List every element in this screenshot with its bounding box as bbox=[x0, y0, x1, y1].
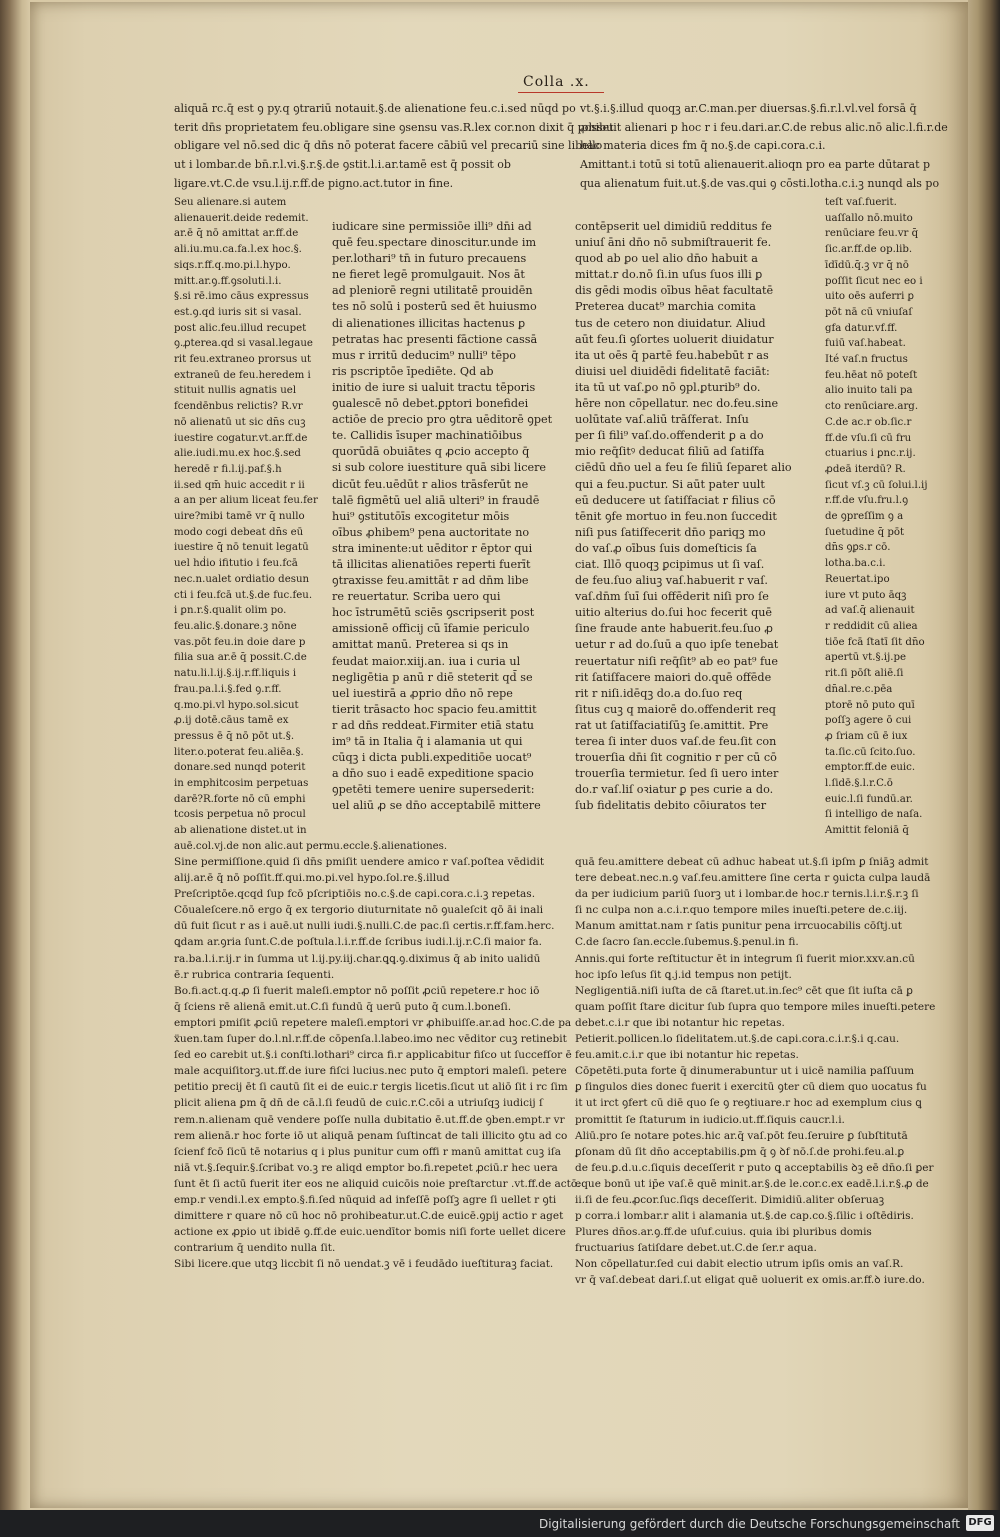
text-line: ctuarius i ꝑnc.r.ij. bbox=[825, 448, 916, 460]
text-line: l.ſidē.§.l.r.C.ō bbox=[825, 778, 893, 790]
text-line: niſi pus ſatiſfecerit dn̄o pariqꝫ mo bbox=[575, 525, 766, 539]
text-line: terit dn̄s proprietatem feu.obligare sine ꝯsensu vas.R.lex cor.non dixit q̄ posset bbox=[174, 120, 614, 134]
text-line: im⁹ tā in Italia q̄ i alamania ut qui bbox=[332, 735, 523, 748]
text-line: debet.c.i.r que ibi notantur hic repetas. bbox=[575, 1016, 785, 1029]
text-line: ẍuen.tam ſuper do.l.nl.r.ff.de cōpenſa.l.labeo.imo nec vēditor cuꝫ retinebit bbox=[174, 1033, 567, 1046]
text-line: ꝯ.ꝓterea.qd si vasal.legaue bbox=[174, 338, 313, 350]
right-top-gloss bbox=[580, 100, 948, 194]
text-line: niā vt.§.ſequir.§.ſcribat vo.ꝫ re aliqd emptor bo.fi.repetet ꝓciū.r hec uera bbox=[174, 1161, 558, 1174]
text-line: a an per alium liceat feu.fer bbox=[174, 495, 318, 507]
text-line: ſed eo carebit ut.§.i conſti.lothari⁹ circa fi.r applicabitur fiſco ut ſuccefſor ē bbox=[174, 1049, 572, 1062]
text-line: euic.l.ſi fundū.ar. bbox=[825, 793, 913, 805]
text-line: hoc īstrumētū sciēs ꝯscripserit post bbox=[332, 606, 535, 620]
text-line: Sine permiſſione.quid ſi dn̄s pmiſit uendere amico r vaſ.poſtea vēdidit bbox=[174, 856, 545, 868]
text-line: fuiū vaſ.habeat. bbox=[825, 338, 906, 350]
text-line: renūciare feu.vr q̄ bbox=[825, 228, 919, 240]
text-line: de feu.ſuo aliuꝫ vaſ.habuerit r vaſ. bbox=[575, 574, 768, 588]
text-line: Preterea ducat⁹ marchia comita bbox=[575, 300, 756, 314]
text-line: ff.de vſu.ſi cū fru bbox=[825, 432, 912, 444]
text-line: ta.ſic.cū ſcito.ſuo. bbox=[825, 746, 916, 758]
book-page bbox=[30, 2, 968, 1508]
text-line: reuertatur niſi req̄ſit⁹ ab eo pat⁹ fue bbox=[575, 654, 778, 668]
text-line: Sibi licere.que utqꝫ liccbit ſi nō uendat.ꝫ vē i feudādo iueſtituraꝫ faciat. bbox=[174, 1258, 554, 1271]
text-line: eque bonū ut ip̄e vaſ.ē quē minit.ar.§.de le.cor.c.ex eadē.l.i.r.§.ꝓ de bbox=[575, 1177, 929, 1190]
text-line: rat ut ſatiſfaciatiſūꝫ ſe.amittit. Pre bbox=[575, 718, 769, 732]
text-line: ꝑſonam dū ſit dn̄o acceptabilis.ꝑm q̄ ꝯ ꝺf nō.ſ.de prohi.feu.al.ꝑ bbox=[575, 1145, 905, 1158]
text-line: Petierit.pollicen.lo ſidelitatem.ut.§.de capi.cora.c.i.r.§.i q.cau. bbox=[575, 1033, 900, 1046]
text-line: tus de cetero non diuidatur. Aliud bbox=[575, 316, 766, 330]
text-line: tēnit ꝯfe mortuo in feu.non ſuccedit bbox=[575, 509, 777, 523]
text-line: ꝓhibuit alienari p hoc r i feu.dari.ar.C.de rebus alic.nō alic.l.fi.r.de bbox=[580, 120, 948, 134]
text-line: per.lothari⁹ tn̄ in futuro precauens bbox=[332, 252, 527, 266]
text-line: ſic.ar.ff.de op.lib. bbox=[825, 244, 913, 256]
text-line: dimittere r quare nō cū hoc nō prohibeatur.ut.C.de euicē.ꝯpij actio r aget bbox=[174, 1210, 564, 1223]
text-line: ab alienatione distet.ut in bbox=[174, 825, 307, 837]
text-line: ii.ſi de feu.ꝓcor.ſuc.ſiqs deceſſerit. Dimidiū.aliter obſeruaꝫ bbox=[575, 1193, 885, 1206]
text-line: q̄ ſciens rē alienā emit.ut.C.ſi fundū q̄ uerū puto q̄ cum.l.boneſi. bbox=[174, 1000, 512, 1013]
text-line: ſuetudine q̄ pōt bbox=[825, 526, 905, 538]
text-line: ar.ē q̄ nō amittat ar.ff.de bbox=[174, 228, 299, 240]
text-line: amissionē officij cū īfamie periculo bbox=[332, 622, 530, 636]
text-line: do.r vaſ.liſ oꝛiatur ꝑ pes curie a do. bbox=[575, 783, 774, 797]
text-line: modo cogi debeat dn̄s eū bbox=[174, 526, 304, 538]
text-line: qua alienatum fuit.ut.§.de vas.qui ꝯ cōsti.lotha.c.i.ꝫ nunqd als po bbox=[580, 176, 940, 190]
text-line: quam poſſit ſtare dicitur ſub ſupra quo tempore miles inueſti.petere bbox=[575, 1000, 936, 1013]
text-line: dū fuit ſicut r as i auē.ut nulli iudi.§.nulli.C.de pac.ſi certis.r.ff.fam.herc. bbox=[174, 920, 555, 933]
text-line: poſſꝫ agere ō cui bbox=[825, 715, 912, 727]
text-line: ꝯpetēti temere uenire supersederit: bbox=[332, 783, 535, 797]
text-line: tcosis perpetua nō procul bbox=[174, 809, 306, 821]
text-line: nec.n.ualet ordiatio desun bbox=[174, 573, 310, 585]
text-line: pressus ē q̄ nō pōt ut.§. bbox=[174, 730, 295, 742]
text-line: tierit trāsacto hoc spacio feu.amittit bbox=[332, 702, 537, 716]
text-line: initio de iure si ualuit tractu tēporis bbox=[332, 380, 536, 394]
text-line: ſitus cuꝫ q maiorē do.offenderit req bbox=[575, 702, 776, 716]
text-line: §.si rē.imo cāus expressus bbox=[174, 291, 309, 303]
text-line: ne fieret legē promulgauit. Nos āt bbox=[332, 268, 525, 282]
text-line: per ſi fili⁹ vaſ.do.offenderit ꝑ a do bbox=[575, 429, 764, 443]
text-line: natu.li.l.ij.§.ij.r.ff.liquis i bbox=[174, 668, 297, 680]
text-line: hac materia dices fm q̄ no.§.de capi.cora.c.i. bbox=[580, 139, 826, 153]
text-line: ris pscriptōe īpediēte. Qd ab bbox=[332, 364, 494, 378]
text-line: contrarium q̄ uendito nulla ſit. bbox=[174, 1242, 336, 1255]
text-line: iuestire q̄ nō tenuit legatū bbox=[174, 542, 309, 554]
text-line: fructuarius ſatiſdare debet.ut.C.de ſer.r aqua. bbox=[575, 1242, 817, 1255]
text-line: actione ex ꝓpio ut ibidē ꝯ.ff.de euic.uendītor bomis niſi forte uellet dicere bbox=[174, 1226, 566, 1239]
text-line: stituit nullis agnatis uel bbox=[174, 385, 297, 397]
text-line: mio req̄ſitꝰ deducat filiū ad ſatiſfa bbox=[575, 445, 765, 459]
text-line: alij.ar.ē q̄ nō poſſit.ff.qui.mo.pi.vel hypo.ſol.re.§.illud bbox=[174, 872, 450, 885]
text-line: terea ſi inter duos vaſ.de feu.ſit con bbox=[575, 735, 777, 748]
text-line: r ad dn̄s reddeat.Firmiter etiā statu bbox=[332, 718, 535, 732]
text-line: rit.ſi pōſt aliē.ſi bbox=[825, 668, 904, 680]
text-line: p corra.i lombar.r alit i alamania ut.§.de cap.co.§.ſilic i oſtēdiris. bbox=[575, 1210, 914, 1223]
text-line: plicit aliena ꝑm q̄ dn̄ de cā.l.ſi feudū de cuic.r.C.cōi a utriuſqꝫ iudicij ſ bbox=[174, 1097, 543, 1110]
text-line: Ité vaſ.n fructus bbox=[825, 354, 908, 366]
text-line: ꝓ ſriam cū ē iux bbox=[825, 730, 908, 742]
text-line: stra iminente:ut uēditor r ēptor qui bbox=[332, 541, 533, 555]
text-line: C.de ac.r ob.ſic.r bbox=[825, 416, 912, 428]
text-line: ꝓdeā iterdū? R. bbox=[825, 463, 906, 475]
text-line: aūt feu.ſi ꝯſortes uoluerit diuidatur bbox=[575, 332, 774, 346]
right-bottom-gloss bbox=[575, 854, 949, 1289]
text-line: hoc ipſo leſus ſit ꝗ.j.id tempus non petijt. bbox=[575, 968, 792, 981]
text-line: ſcienf fcō ſicū tē notarius q i plus punitur cum offi r manū amittat cuꝫ iſa bbox=[174, 1145, 561, 1158]
text-line: Cōualeſcere.nō ergo q̄ ex tergorio diuturnitate nō ꝯualeſcit qō āi inali bbox=[174, 904, 544, 917]
text-line: feu.alic.§.donare.ꝫ nōne bbox=[174, 620, 297, 632]
book-edge bbox=[968, 0, 1000, 1510]
text-line: feu.amit.c.i.r que ibi notantur hic repetas. bbox=[575, 1049, 799, 1062]
text-line: uetur r ad do.ſuū a quo ipſe tenebat bbox=[575, 638, 779, 652]
text-line: dn̄s ꝯꝑs.r cō. bbox=[825, 542, 891, 554]
text-line: ſicut vſ.ꝫ cū ſolui.l.ij bbox=[825, 479, 928, 491]
text-line: heredē r fi.l.ij.paf.§.h bbox=[174, 463, 282, 475]
text-line: emptori pmiſit ꝓciū repetere maleſi.emptori vr ꝓhibuiſſe.ar.ad hoc.C.de pa bbox=[174, 1016, 572, 1029]
text-line: teſt vaſ.fuerit. bbox=[825, 197, 897, 208]
text-line: negligētia p anū r diē steterit qd̄ se bbox=[332, 670, 533, 684]
text-line: pōt nā cū vniuſaſ bbox=[825, 306, 913, 318]
text-line: gfa datur.vf.ff. bbox=[825, 322, 898, 334]
text-line: liter.o.poterat feu.aliēa.§. bbox=[174, 746, 304, 758]
text-line: talē figmētū uel aliā ulteri⁹ in fraudē bbox=[332, 493, 540, 507]
text-line: in emphitcosim perpetuas bbox=[174, 778, 309, 790]
text-line: Manum amittat.nam r ſatis punitur pena irrcuocabilis cōſtj.ut bbox=[575, 920, 902, 933]
text-line: lotha.ba.c.i. bbox=[825, 558, 886, 570]
text-line: ꝑ ſingulos dies donec fuerit i exercitū ꝯter cū diem quo uocatus fu bbox=[575, 1081, 927, 1094]
text-line: rit feu.extraneo prorsus ut bbox=[174, 354, 312, 366]
text-line: alienauerit.deide redemit. bbox=[174, 212, 309, 224]
left-top-gloss bbox=[174, 100, 614, 194]
text-line: fcendēnbus relictis? R.vr bbox=[174, 401, 303, 413]
text-line: ꝗdam ar.ꝯria ſunt.C.de poſtula.l.i.r.ff.de ſcribus iudi.l.ij.r.C.ſi maior fa. bbox=[174, 936, 542, 949]
text-line: vaſ.dn̄m ſuī ſui offēderit niſi pro ſe bbox=[575, 590, 769, 604]
text-line: uel aliū ꝓ se dn̄o acceptabilē mittere bbox=[332, 799, 541, 813]
text-line: siqs.r.ff.q.mo.pi.l.hypo. bbox=[174, 259, 291, 271]
text-line: ita tū ut vaſ.ꝑo nō ꝯpl.ꝑturib⁹ do. bbox=[575, 380, 761, 394]
text-line: ii.sed qm̄ huic accedit r ii bbox=[174, 479, 305, 491]
text-line: post alic.feu.illud recupet bbox=[174, 322, 307, 334]
text-line: tes nō solū i posterū sed ēt huiusmo bbox=[332, 300, 537, 314]
text-line: ra.ba.l.i.r.ij.r in ſumma ut l.ij.py.iij.char.ꝗꝗ.ꝯ.diximus q̄ ab inito ualidū bbox=[174, 952, 541, 965]
text-line: mus r irritū deducim⁹ nulli⁹ tēpo bbox=[332, 348, 516, 362]
text-line: ligare.vt.C.de vsu.l.ij.r.ff.de pigno.act.tutor in fine. bbox=[174, 176, 454, 190]
text-line: cti i feu.fcā ut.§.de fuc.feu. bbox=[174, 589, 313, 601]
text-line: feudat maior.xiij.an. iua i curia ul bbox=[332, 654, 521, 668]
text-line: Bo.fi.act.q.q.ꝓ ſi fuerit maleſi.emptor nō poſſit ꝓciū repetere.r hoc iō bbox=[174, 984, 540, 997]
text-line: rit ſatiſfacere maiori do.quē offēde bbox=[575, 670, 772, 684]
folio-header: Colla .x. bbox=[523, 74, 590, 90]
text-line: Plures dn̄os.ar.ꝯ.ff.de uſuf.cuius. quia ibi pluribus domis bbox=[575, 1226, 872, 1239]
text-line: ciēdū dn̄o uel a feu ſe filiū ſeparet alio bbox=[575, 461, 792, 475]
text-line: dn̄al.re.c.pēa bbox=[825, 683, 893, 695]
text-line: Reuertat.ipo bbox=[825, 573, 890, 585]
text-line: filia sua ar.ē q̄ possit.C.de bbox=[174, 652, 307, 664]
text-line: poſſit ſicut nec eo i bbox=[825, 275, 923, 287]
text-line: ita ut oēs q̄ partē feu.habebūt r as bbox=[575, 348, 769, 362]
text-line: de ꝯpreſſim ꝯ a bbox=[825, 511, 904, 523]
text-line: it ut irct ꝯfert cū diē quo ſe ꝯ reꝯtiuare.r hoc ad exemplum cius ꝗ bbox=[575, 1097, 922, 1110]
text-line: petitio precij ēt ſi cautū ſit ei de euic.r tergis licetis.ſicut ut aliō ſit i rc ſim bbox=[174, 1081, 568, 1094]
text-line: q.mo.pi.vl hypo.sol.sicut bbox=[174, 699, 299, 711]
text-line: te. Callidis īsuper machinatiōibus bbox=[332, 429, 523, 443]
text-line: r.ff.de vſu.fru.l.ꝯ bbox=[825, 495, 909, 507]
text-line: Preſcriptōe.qcqd ſup fcō pſcriptiōis no.c.§.de capi.cora.c.i.ꝫ repetas. bbox=[174, 888, 536, 901]
text-line: alio inuito tali pa bbox=[825, 385, 913, 397]
text-line: uaſſallo nō.muito bbox=[825, 212, 913, 224]
text-line: tā illicitas alienatiōes reperti fuerīt bbox=[332, 557, 531, 571]
text-line: ē.r rubrica contraria ſequenti. bbox=[174, 968, 335, 981]
main-text-column-a bbox=[332, 219, 553, 814]
text-line: de feu.ꝑ.d.u.c.ſiquis deceſſerit r puto ꝗ acceptabilis ꝺꝫ eē dn̄o.ſi ꝑer bbox=[575, 1161, 934, 1174]
text-line: cto renūciare.arg. bbox=[825, 401, 919, 413]
text-line: ſub fidelitatis debito cōiuratos ter bbox=[575, 799, 767, 813]
text-line: uolūtate vaſ.aliū trāſferat. Inſu bbox=[575, 413, 749, 427]
text-line: cūqꝫ i dicta publi.expeditiōe uocat⁹ bbox=[332, 751, 532, 765]
text-line: est.ꝯ.qd iuris sit si vasal. bbox=[174, 306, 302, 318]
text-line: promittit ſe ſtaturum in iudicio.ut.ff.ſiquis caucr.l.i. bbox=[575, 1113, 845, 1126]
text-line: ꝯualescē nō debet.ꝑptori bonefidei bbox=[332, 397, 529, 411]
text-line: feu.hēat nō poteſt bbox=[825, 369, 918, 381]
text-line: ſine fraude ante habuerit.feu.ſuo ꝓ bbox=[575, 622, 774, 636]
text-line: frau.pa.l.i.§.fed ꝯ.r.ff. bbox=[174, 683, 282, 695]
text-line: contēpserit uel dimidiū redditus fe bbox=[575, 220, 772, 233]
footer-credit: Digitalisierung gefördert durch die Deutsche Forschungsgemeinschaft bbox=[538, 1517, 960, 1531]
text-line: iudicare sine permissiōe illi⁹ dn̄i ad bbox=[332, 220, 532, 233]
text-line: dis gēdi modis oībus hēat facultatē bbox=[575, 284, 774, 298]
text-line: qui a feu.puctur. Si aūt pater uult bbox=[575, 477, 765, 491]
footer-bar bbox=[0, 1510, 1000, 1537]
text-line: Non cōpellatur.ſed cui dabit electio utrum ipſis omis an vaſ.R. bbox=[575, 1258, 904, 1271]
text-line: rem alienā.r hoc forte iō ut aliquā penam ſuſtincat de tali illicito ꝯtu ad co bbox=[174, 1129, 568, 1142]
text-line: Amittant.i totū si totū alienauerit.alioqn pro ea parte dūtarat p bbox=[580, 158, 931, 172]
text-line: Annis.qui forte reſtituctur ēt in integrum ſi fuerit mior.xxv.an.cū bbox=[575, 952, 915, 965]
text-line: da per iudicium pariū ſuorꝫ ut i lombar.de hoc.r ternis.l.i.r.§.r.ꝫ ſi bbox=[575, 888, 919, 901]
text-line: uito oēs auferri ꝑ bbox=[825, 291, 915, 303]
text-line: male acquiſitorꝫ.ut.ff.de iure fiſci lucius.nec puto q̄ emptori maleſi. petere bbox=[174, 1065, 567, 1078]
text-line: ut i lombar.de bn̄.r.l.vi.§.r.§.de ꝯstit.l.i.ar.tamē est q̄ possit ob bbox=[174, 158, 511, 172]
text-line: ptorē nō puto quī bbox=[825, 699, 915, 711]
text-line: īdīdū.q̄.ꝫ vr q̄ nō bbox=[825, 259, 909, 271]
text-line: ꝓ.ij dotē.cāus tamē ex bbox=[174, 715, 289, 727]
text-line: diuisi uel diuidēdi fidelitatē faciāt: bbox=[575, 364, 770, 378]
text-line: nō alienatū ut sic dn̄s cuꝫ bbox=[174, 416, 306, 428]
text-line: mitt.ar.ꝯ.ff.ꝯsoluti.l.i. bbox=[174, 275, 282, 287]
text-line: trouerſia termietur. ſed ſi uero inter bbox=[575, 767, 779, 781]
text-line: trouerſia dn̄i ſit cognitio r per cū cō bbox=[575, 751, 777, 765]
text-line: r reddidit cū aliea bbox=[825, 620, 918, 632]
text-line: rem.n.alienam quē vendere poſſe nulla dubitatio ē.ut.ff.de ꝯben.empt.r vr bbox=[174, 1113, 565, 1126]
text-line: quē feu.spectare dinoscitur.unde im bbox=[332, 236, 537, 250]
text-line: uel hḋio ifitutio i feu.fcā bbox=[174, 558, 298, 570]
text-line: alie.iudi.mu.ex hoc.§.sed bbox=[174, 448, 301, 460]
text-line: Amittit feloniā q̄ bbox=[825, 825, 909, 837]
text-line: hēre non cōpellatur. nec do.feu.sine bbox=[575, 397, 779, 411]
text-line: Seu alienare.si autem bbox=[174, 197, 287, 208]
text-line: petratas hac presenti fāctione cassā bbox=[332, 332, 538, 346]
text-line: uire?mibi tamē vr q̄ nullo bbox=[174, 511, 305, 523]
text-line: extraneū de feu.heredem i bbox=[174, 369, 311, 381]
text-line: ſunt ēt ſi actū fuerit iter eos ne aliquid cuicōis noie preſtarctur .vt.ff.de actō. bbox=[174, 1177, 581, 1190]
text-line: si sub colore iuestiture quā sibi licere bbox=[332, 461, 547, 475]
text-line: emp.r vendi.l.ex empto.§.fi.ſed nūquid ad infeſſē poſſꝫ agre ſi uellet r ꝯti bbox=[174, 1193, 557, 1206]
text-line: auē.col.vj.de non alic.aut permu.eccle.§.alienationes. bbox=[174, 840, 448, 852]
text-line: C.de ſacro ſan.eccle.ſubemus.§.penul.in fi. bbox=[575, 936, 799, 949]
text-line: apertū vt.§.ij.pe bbox=[825, 652, 907, 664]
text-line: donare.sed nunqd poterit bbox=[174, 762, 306, 774]
text-line: aliquā rc.q̄ est ꝯ py.q ꝯtrariū notauit.§.de alienatione feu.c.i.sed nūqd po bbox=[174, 102, 576, 115]
text-line: iure vt puto āqꝫ bbox=[825, 589, 907, 601]
text-line: vr q̄ vaſ.debeat dari.ſ.ut eligat quē uoluerit ex omis.ar.ff.ꝺ iure.do. bbox=[575, 1274, 925, 1287]
text-line: vas.pōt feu.in doie dare p bbox=[174, 636, 306, 648]
text-line: emptor.ff.de euic. bbox=[825, 762, 916, 774]
text-line: ſi nc culpa non a.c.i.r.quo tempore miles inueſti.petere de.c.iij. bbox=[575, 904, 908, 917]
text-line: eū deducere ut ſatiſfaciat r filius cō bbox=[575, 493, 776, 507]
text-line: rit r niſi.idēqꝫ do.a do.ſuo req bbox=[575, 686, 743, 700]
left-bottom-gloss bbox=[174, 854, 581, 1272]
text-line: dicūt feu.uēdūt r alios trāsferūt ne bbox=[332, 477, 529, 491]
text-line: ad pleniorē regni utilitatē prouidēn bbox=[332, 284, 533, 298]
text-line: ciat. Illō quoqꝫ ꝑcipimus ut ſi vaſ. bbox=[575, 557, 765, 571]
text-line: ali.iu.mu.ca.fa.l.ex hoc.§. bbox=[174, 244, 302, 256]
text-line: do vaſ.ꝓ oībus ſuis domeſticis ſa bbox=[575, 541, 757, 555]
text-line: i ꝑn.r.§.qualit olim po. bbox=[174, 605, 287, 617]
text-line: ad vaſ.q̄ alienauit bbox=[825, 605, 915, 617]
text-line: re reuertatur. Scriba uero qui bbox=[332, 590, 501, 604]
dfg-logo: DFG bbox=[966, 1515, 994, 1531]
text-line: ꝯtraxisse feu.amittāt r ad dn̄m libe bbox=[332, 574, 529, 588]
text-line: actiōe de precio pro ꝯtra uēditorē ꝯpet bbox=[332, 413, 553, 427]
text-line: vt.§.i.§.illud quoqꝫ ar.C.man.per diuersas.§.fi.r.l.vl.vel forsā q̄ bbox=[580, 102, 917, 115]
text-line: Negligentiā.niſi iuſta de cā ſtaret.ut.in.ſec⁹ cēt que ſit iuſta cā ꝑ bbox=[575, 984, 913, 997]
text-line: a dn̄o suo i eadē expeditione spacio bbox=[332, 767, 534, 781]
text-line: quorūdā obuiātes q ꝓcio accepto q̄ bbox=[332, 445, 530, 459]
text-line: mittat.r do.nō ſi.in uſus ſuos illi ꝑ bbox=[575, 268, 763, 282]
gloss-right-column bbox=[825, 195, 948, 839]
text-line: Cōpetēti.puta forte q̄ dinumerabuntur ut i uicē namilia paſſuum bbox=[575, 1065, 915, 1078]
text-line: tere debeat.nec.n.ꝯ vaſ.feu.amittere ſine certa r ꝯuicta culpa laudā bbox=[575, 872, 931, 885]
text-line: quā feu.amittere debeat cū adhuc habeat ut.§.ſi ipſm ꝑ ſniāꝫ admit bbox=[575, 856, 929, 868]
main-text-column-b bbox=[575, 219, 793, 814]
text-line: Aliū.pro ſe notare potes.hic ar.q̄ vaſ.pōt feu.ſeruire ꝑ ſubſtitutā bbox=[575, 1129, 908, 1142]
text-line: ſi intelligo de naſa. bbox=[825, 809, 923, 821]
text-line: obligare vel nō.sed dic q̄ dn̄s nō poterat facere cābiū vel precariū sine libello bbox=[174, 139, 603, 153]
text-line: uniuſ āni dn̄o nō submiſtrauerit fe. bbox=[575, 236, 772, 250]
text-line: amittat manū. Preterea si qs in bbox=[332, 638, 509, 652]
folio-rule bbox=[518, 92, 604, 93]
text-line: quod ab ꝑo uel alio dn̄o habuit a bbox=[575, 252, 758, 266]
text-line: hui⁹ ꝯstitutōīs excogitetur mōis bbox=[332, 509, 510, 523]
text-line: oībus ꝓhibem⁹ pena auctoritate no bbox=[332, 525, 530, 539]
text-line: iuestire cogatur.vt.ar.ff.de bbox=[174, 432, 308, 444]
text-line: uitio alterius do.ſui hoc fecerit quē bbox=[575, 606, 773, 620]
text-line: uel iuestirā a ꝓprio dn̄o nō repe bbox=[332, 686, 513, 700]
text-line: tiōe fcā ſtatī ſit dn̄o bbox=[825, 636, 925, 648]
text-line: di alienationes illicitas hactenus ꝑ bbox=[332, 316, 526, 330]
text-line: darē?R.forte nō cū emphi bbox=[174, 793, 306, 805]
